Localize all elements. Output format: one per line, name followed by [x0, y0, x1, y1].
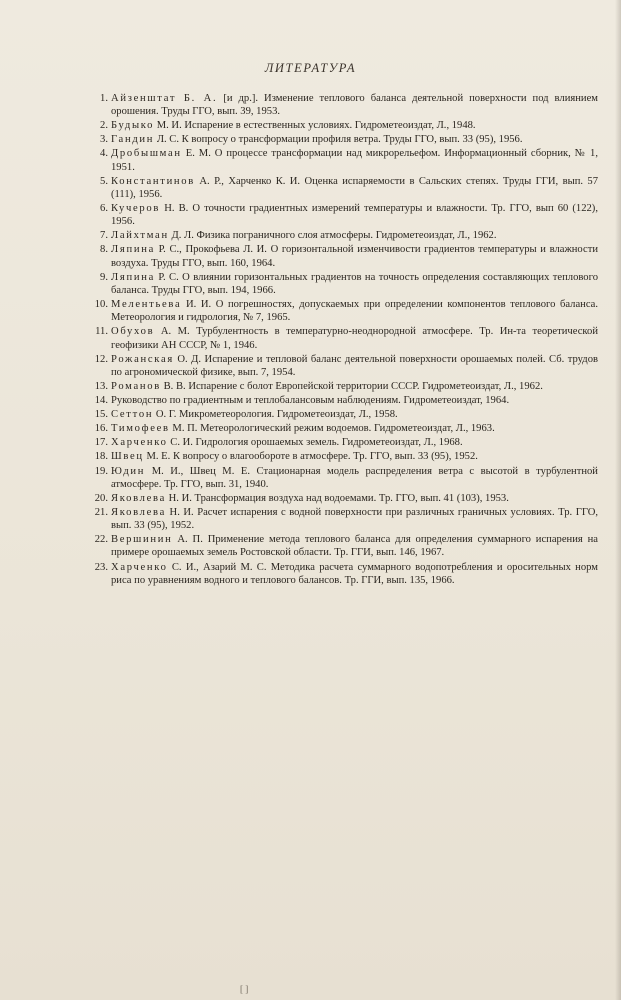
reference-item	[86, 394, 598, 407]
reference-text: О. Г. Микрометеорология. Гидрометеоиздат, Л., 1958.	[155, 409, 398, 421]
reference-author: Юдин	[111, 465, 146, 477]
reference-text: А. Р., Харченко К. И. Оценка испаряемости в Сальских степях. Труды ГГИ, вып. 57 (111), 1956.	[111, 175, 598, 200]
reference-item	[86, 436, 598, 449]
reference-number: 14.	[94, 395, 108, 407]
page-edge-shadow	[615, 0, 621, 1000]
reference-number: 21.	[94, 506, 108, 518]
reference-author: Вершинин	[111, 534, 173, 546]
reference-author: Айзенштат Б. А.	[111, 93, 218, 104]
reference-author: Дробышман	[111, 148, 182, 160]
reference-item	[86, 119, 598, 132]
reference-item	[86, 380, 598, 393]
reference-number: 22.	[94, 534, 108, 546]
page-title: ЛИТЕРАТУРА	[264, 61, 357, 75]
reference-author: Константинов	[111, 175, 196, 187]
reference-number: 20.	[94, 492, 108, 504]
reference-author: Лайхтман	[111, 230, 169, 242]
reference-author: Рожанская	[111, 353, 174, 365]
reference-text: [и др.]. Изменение теплового баланса деятельной поверхности под влиянием орошения. Труды ГГО, вып. 39, 1953.	[111, 93, 598, 118]
reference-text: Р. С., Прокофьева Л. И. О горизонтальной изменчивости градиентов температуры и влажности воздуха. Труды ГГО, вып. 160, 1964.	[111, 244, 598, 269]
reference-text: Д. Л. Физика пограничного слоя атмосферы. Гидрометеоиздат, Л., 1962.	[171, 230, 497, 242]
reference-author: Будыко	[111, 120, 155, 132]
reference-number: 6.	[100, 203, 108, 215]
reference-text: Н. И. Трансформация воздуха над водоемами. Тр. ГГО, вып. 41 (103), 1953.	[168, 492, 509, 504]
reference-text: М. И., Швец М. Е. Стационарная модель распределения ветра с высотой в турбулентной атмосфере. Тр. ГГО, вып. 31, 1940.	[111, 465, 598, 490]
reference-text: Л. С. К вопросу о трансформации профиля ветра. Труды ГГО, вып. 33 (95), 1956.	[156, 134, 523, 146]
reference-item	[86, 422, 598, 435]
reference-item	[86, 271, 598, 297]
reference-text: Руководство по градиентным и теплобалансовым наблюдениям. Гидрометеоиздат, 1964.	[111, 395, 510, 407]
reference-number: 3.	[100, 134, 108, 146]
reference-item	[86, 506, 598, 532]
reference-list	[86, 92, 598, 588]
reference-text: Н. В. О точности градиентных измерений температуры и влажности. Тр. ГГО, вып 60 (122), 1956.	[111, 203, 598, 228]
reference-text: М. П. Метеорологический режим водоемов. Гидрометеоиздат, Л., 1963.	[172, 423, 495, 435]
reference-item	[86, 202, 598, 228]
reference-author: Харченко	[111, 561, 168, 573]
reference-item	[86, 533, 598, 559]
reference-text: И. И. О погрешностях, допускаемых при определении компонентов теплового баланса. Метеорология и гидрология, № 7, 1965.	[111, 299, 598, 324]
reference-text: А. П. Применение метода теплового баланса для определения суммарного испарения на примере орошаемых земель Ростовской области. Тр. ГГИ, вып. 146, 1967.	[111, 534, 598, 559]
reference-author: Швец	[111, 451, 144, 463]
reference-item	[86, 229, 598, 242]
reference-number: 11.	[95, 326, 108, 338]
reference-text: Р. С. О влиянии горизонтальных градиентов на точность определения составляющих теплового баланса. Труды ГГО, вып. 194, 1966.	[111, 271, 598, 296]
reference-item	[86, 561, 598, 587]
reference-item	[86, 492, 598, 505]
reference-item	[86, 465, 598, 491]
reference-item	[86, 175, 598, 201]
reference-text: А. М. Турбулентность в температурно-неоднородной атмосфере. Тр. Ин-та теоретической геофизики АН СССР, № 1, 1946.	[111, 326, 598, 351]
reference-number: 15.	[94, 409, 108, 421]
reference-text: Е. М. О процессе трансформации над микрорельефом. Информационный сборник, № 1, 1951.	[111, 148, 599, 173]
reference-number: 16.	[94, 423, 108, 435]
reference-item	[86, 450, 598, 463]
reference-item	[86, 298, 598, 324]
reference-number: 13.	[94, 380, 108, 392]
reference-number: 7.	[100, 230, 108, 242]
reference-text: М. И. Испарение в естественных условиях. Гидрометеоиздат, Л., 1948.	[156, 120, 476, 132]
reference-number: 4.	[100, 148, 108, 160]
reference-text: О. Д. Испарение и тепловой баланс деятельной поверхности орошаемых полей. Сб. трудов по агрономической физике, вып. 7, 1954.	[111, 353, 598, 378]
reference-author: Кучеров	[111, 203, 161, 215]
reference-item	[86, 408, 598, 421]
reference-item	[86, 353, 598, 379]
reference-author: Яковлева	[111, 506, 166, 518]
reference-author: Гандин	[111, 134, 155, 146]
reference-text: В. В. Испарение с болот Европейской территории СССР. Гидрометеоиздат, Л., 1962.	[163, 380, 543, 392]
reference-number: 17.	[94, 437, 108, 449]
page-folio-mark: [ ]	[240, 984, 249, 994]
reference-author: Яковлева	[111, 492, 166, 504]
reference-number: 1.	[100, 93, 108, 104]
reference-author: Обухов	[111, 326, 155, 338]
reference-author: Мелентьева	[111, 299, 182, 311]
reference-item	[86, 147, 598, 173]
reference-text: Н. И. Расчет испарения с водной поверхности при различных граничных условиях. Тр. ГГО, вып. 33 (95), 1952.	[111, 506, 598, 532]
reference-text: С. И., Азарий М. С. Методика расчета суммарного водопотребления и оросительных норм риса по уравнениям водного и теплового балансов. Тр. ГГИ, вып. 135, 1966.	[111, 561, 598, 586]
reference-author: Ляпина	[111, 244, 155, 256]
reference-text: М. Е. К вопросу о влагообороте в атмосфере. Тр. ГГО, вып. 33 (95), 1952.	[146, 451, 478, 463]
reference-author: Сеттон	[111, 409, 154, 421]
reference-author: Романов	[111, 380, 161, 392]
reference-author: Тимофеев	[111, 423, 170, 435]
reference-item	[86, 325, 598, 351]
reference-item	[86, 133, 598, 146]
reference-number: 8.	[100, 244, 108, 256]
reference-number: 19.	[94, 465, 108, 477]
reference-number: 23.	[94, 561, 108, 573]
reference-number: 5.	[100, 175, 108, 187]
reference-author: Ляпина	[111, 271, 155, 283]
reference-item	[86, 92, 598, 118]
reference-author: Харченко	[111, 437, 168, 449]
reference-number: 9.	[100, 271, 108, 283]
reference-number: 2.	[100, 120, 108, 132]
reference-number: 18.	[94, 451, 108, 463]
reference-text: С. И. Гидрология орошаемых земель. Гидрометеоиздат, Л., 1968.	[170, 437, 463, 449]
reference-number: 10.	[94, 299, 108, 311]
reference-item	[86, 243, 598, 269]
reference-number: 12.	[94, 353, 108, 365]
